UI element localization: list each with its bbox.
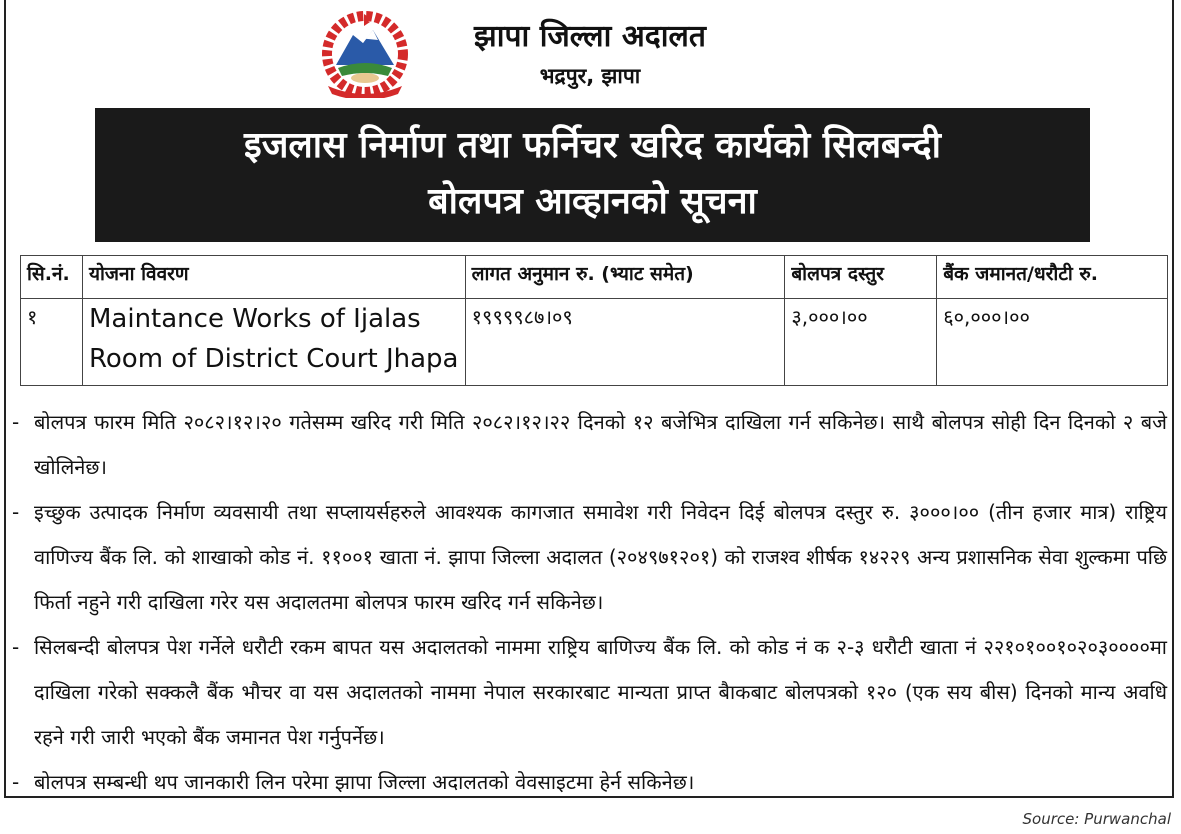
col-header-sn: सि.नं. — [21, 256, 83, 299]
notice-paragraph — [12, 400, 1167, 490]
bullet-dash: - — [12, 500, 20, 524]
notice-paragraph — [12, 625, 1167, 760]
bullet-dash: - — [12, 410, 20, 434]
source-credit: Source: Purwanchal — [1022, 810, 1171, 828]
cell-sn: १ — [21, 299, 83, 386]
cell-description — [82, 299, 465, 386]
paragraph-text: बोलपत्र सम्बन्धी थप जानकारी लिन परेमा झापा जिल्ला अदालतको वेवसाइटमा हेर्न सकिनेछ। — [34, 770, 695, 794]
col-header-description: योजना विवरण — [82, 256, 465, 299]
tender-table — [20, 255, 1168, 386]
paragraph-text: इच्छुक उत्पादक निर्माण व्यवसायी तथा सप्लायर्सहरुले आवश्यक कागजात समावेश गरी निवेदन दिई बोलपत्र दस्तुर रु. ३०००।०० (तीन हजार मात्र) राष्ट्रिय वाणिज्य बैंक लि. को शाखाको कोड नं. ११००१ खाता नं. झापा जिल्ला अदालत (२०४९७१२०१) को राजश्व शीर्षक १४२२९ अन्य प्रशासनिक सेवा शुल्कमा पछि फिर्ता नहुने गरी दाखिला गरेर यस अदालतमा बोलपत्र फारम खरिद गर्न सकिनेछ। — [34, 500, 1167, 614]
description-line-2: Room of District Court Jhapa — [88, 344, 459, 374]
description-line-1: Maintance Works of Ijalas — [88, 304, 421, 334]
col-header-cost-estimate: लागत अनुमान रु. (भ्याट समेत) — [465, 256, 785, 299]
banner-line-1: इजलास निर्माण तथा फर्निचर खरिद कार्यको सिलबन्दी — [244, 125, 941, 166]
notice-body — [12, 400, 1167, 805]
bullet-dash: - — [12, 635, 20, 659]
notice-paragraph — [12, 760, 1167, 805]
notice-paragraph — [12, 490, 1167, 625]
table-row — [21, 299, 1168, 386]
paragraph-text: बोलपत्र फारम मिति २०८२।१२।२० गतेसम्म खरिद गरी मिति २०८२।१२।२२ दिनको १२ बजेभित्र दाखिला गर्न सकिनेछ। साथै बोलपत्र सोही दिन दिनको २ बजे खोलिनेछ। — [34, 410, 1167, 479]
bullet-dash: - — [12, 770, 20, 794]
notice-title-banner — [95, 108, 1090, 242]
table-header-row — [21, 256, 1168, 299]
banner-line-2: बोलपत्र आव्हानको सूचना — [428, 181, 757, 222]
court-location: भद्रपुर, झापा — [539, 64, 641, 88]
col-header-bank-guarantee: बैंक जमानत/धरौटी रु. — [937, 256, 1168, 299]
cell-cost-estimate: १९९९९८७।०९ — [465, 299, 785, 386]
court-name: झापा जिल्ला अदालत — [474, 19, 706, 54]
paragraph-text: सिलबन्दी बोलपत्र पेश गर्नेले धरौटी रकम बापत यस अदालतको नाममा राष्ट्रिय बाणिज्य बैंक लि. को कोड नं क २-३ धरौटी खाता नं २२१०१००१०२०३००००मा दाखिला गरेको सक्कलै बैंक भौचर वा यस अदालतको नाममा नेपाल सरकारबाट मान्यता प्राप्त बैाकबाट बोलपत्रको १२० (एक सय बीस) दिनको मान्य अवधि रहने गरी जारी भएको बैंक जमानत पेश गर्नुपर्नेछ। — [34, 635, 1167, 749]
cell-bid-fee: ३,०००।०० — [785, 299, 937, 386]
cell-deposit: ६०,०००।०० — [937, 299, 1168, 386]
nepal-emblem-icon — [318, 10, 413, 98]
col-header-bid-fee: बोलपत्र दस्तुर — [785, 256, 937, 299]
